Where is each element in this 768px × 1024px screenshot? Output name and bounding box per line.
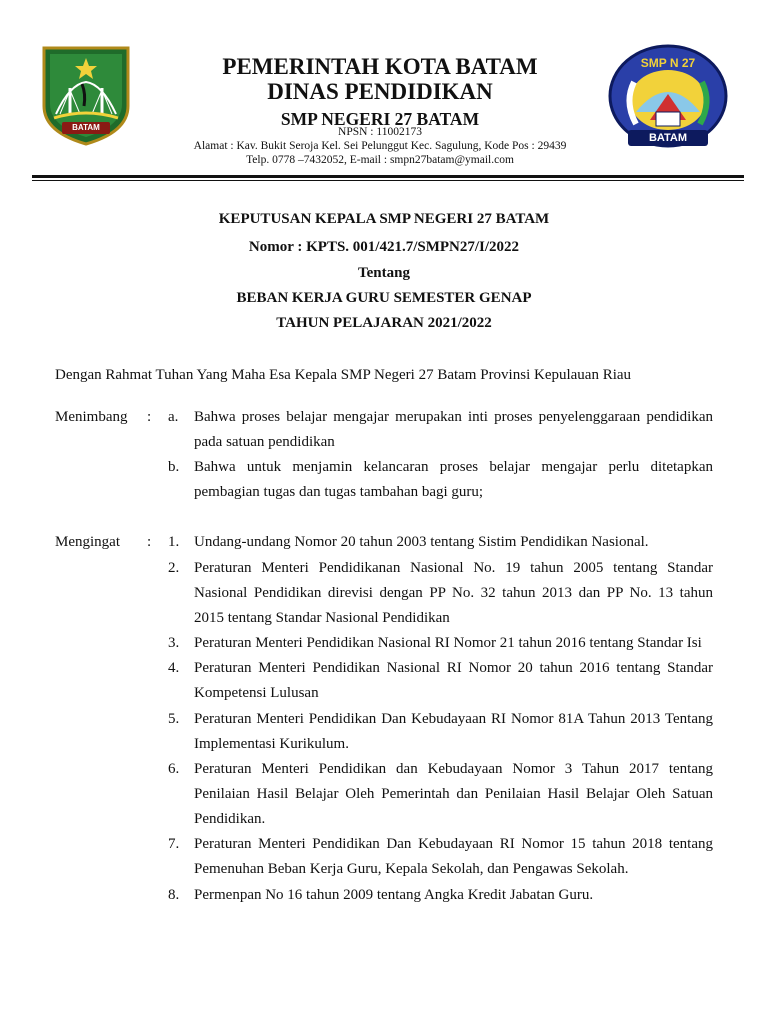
letterhead-divider-thick — [32, 175, 744, 178]
header-department: DINAS PENDIDIKAN — [267, 79, 493, 104]
mengingat-item-marker: 6. — [168, 761, 180, 777]
header-government: PEMERINTAH KOTA BATAM — [222, 54, 538, 79]
menimbang-item-marker: b. — [168, 459, 180, 475]
mengingat-item-text: Implementasi Kurikulum. — [194, 736, 349, 752]
menimbang-item-text: pembagian tugas dan tugas tambahan bagi guru; — [194, 484, 484, 500]
mengingat-item-text: Peraturan Menteri Pendidikan dan Kebudayaan Nomor 3 Tahun 2017 tentang — [194, 761, 713, 777]
mengingat-item-text: Peraturan Menteri Pendidikan Dan Kebudayaan RI Nomor 81A Tahun 2013 Tentang — [194, 711, 713, 727]
mengingat-item-text: Permenpan No 16 tahun 2009 tentang Angka Kredit Jabatan Guru. — [194, 887, 594, 903]
menimbang-item-text: Bahwa proses belajar mengajar merupakan inti proses penyelenggaraan pendidikan — [194, 409, 713, 425]
mengingat-item-text: Penilaian Hasil Belajar Oleh Pemerintah dan Penilaian Hasil Belajar Oleh Satuan — [194, 786, 713, 802]
decree-tentang: Tentang — [358, 265, 410, 281]
mengingat-item-marker: 7. — [168, 836, 180, 852]
mengingat-item-text: Nasional Pendidikan direvisi dengan PP No. 32 tahun 2013 dan PP No. 13 tahun — [194, 585, 713, 601]
mengingat-item-text: Peraturan Menteri Pendidikan Dan Kebudayaan RI Nomor 15 tahun 2018 tentang — [194, 836, 713, 852]
mengingat-item-marker: 5. — [168, 711, 180, 727]
mengingat-item-text: Pemenuhan Beban Kerja Guru, Kepala Sekolah, dan Pengawas Sekolah. — [194, 861, 629, 877]
mengingat-item-text: Pendidikan. — [194, 811, 266, 827]
mengingat-colon: : — [147, 534, 152, 550]
mengingat-item-text: Peraturan Menteri Pendidikan Nasional RI Nomor 20 tahun 2016 tentang Standar — [194, 660, 713, 676]
menimbang-item-text: Bahwa untuk menjamin kelancaran proses belajar mengajar perlu ditetapkan — [194, 459, 713, 475]
menimbang-label: Menimbang — [55, 409, 128, 425]
letterhead-divider-thin — [32, 180, 744, 181]
mengingat-item-marker: 8. — [168, 887, 180, 903]
header-school-name: SMP NEGERI 27 BATAM — [280, 109, 480, 129]
mengingat-item-text: Peraturan Menteri Pendidikanan Nasional No. 19 tahun 2005 tentang Standar — [194, 560, 713, 576]
mengingat-item-text: Kompetensi Lulusan — [194, 685, 319, 701]
emblem-ribbon-text: BATAM — [72, 123, 100, 132]
mengingat-item-marker: 2. — [168, 560, 180, 576]
decree-subject-year: TAHUN PELAJARAN 2021/2022 — [276, 315, 492, 331]
header-address: Alamat : Kav. Bukit Seroja Kel. Sei Pelunggut Kec. Sagulung, Kode Pos : 29439 — [193, 140, 567, 152]
menimbang-colon: : — [147, 409, 152, 425]
header-npsn: NPSN : 11002173 — [338, 126, 422, 138]
mengingat-item-marker: 3. — [168, 635, 180, 651]
mengingat-item-marker: 4. — [168, 660, 180, 676]
mengingat-item-text: Undang-undang Nomor 20 tahun 2003 tentang Sistim Pendidikan Nasional. — [194, 534, 649, 550]
decree-subject: BEBAN KERJA GURU SEMESTER GENAP — [236, 290, 532, 306]
school-emblem-bottom-text: BATAM — [648, 132, 688, 144]
decree-number: Nomor : KPTS. 001/421.7/SMPN27/I/2022 — [248, 239, 520, 255]
menimbang-item-text: pada satuan pendidikan — [194, 434, 335, 450]
mengingat-item-text: 2015 tentang Standar Nasional Pendidikan — [194, 610, 450, 626]
opening-statement: Dengan Rahmat Tuhan Yang Maha Esa Kepala SMP Negeri 27 Batam Provinsi Kepulauan Riau — [55, 367, 632, 383]
school-emblem-top-text: SMP N 27 — [640, 56, 696, 70]
header-contact: Telp. 0778 –7432052, E-mail : smpn27batam@ymail.com — [246, 154, 514, 166]
mengingat-item-marker: 1. — [168, 534, 180, 550]
menimbang-item-marker: a. — [168, 409, 179, 425]
mengingat-item-text: Peraturan Menteri Pendidikan Nasional RI Nomor 21 tahun 2016 tentang Standar Isi — [194, 635, 702, 651]
mengingat-label: Mengingat — [55, 534, 120, 550]
decree-title: KEPUTUSAN KEPALA SMP NEGERI 27 BATAM — [218, 211, 550, 227]
